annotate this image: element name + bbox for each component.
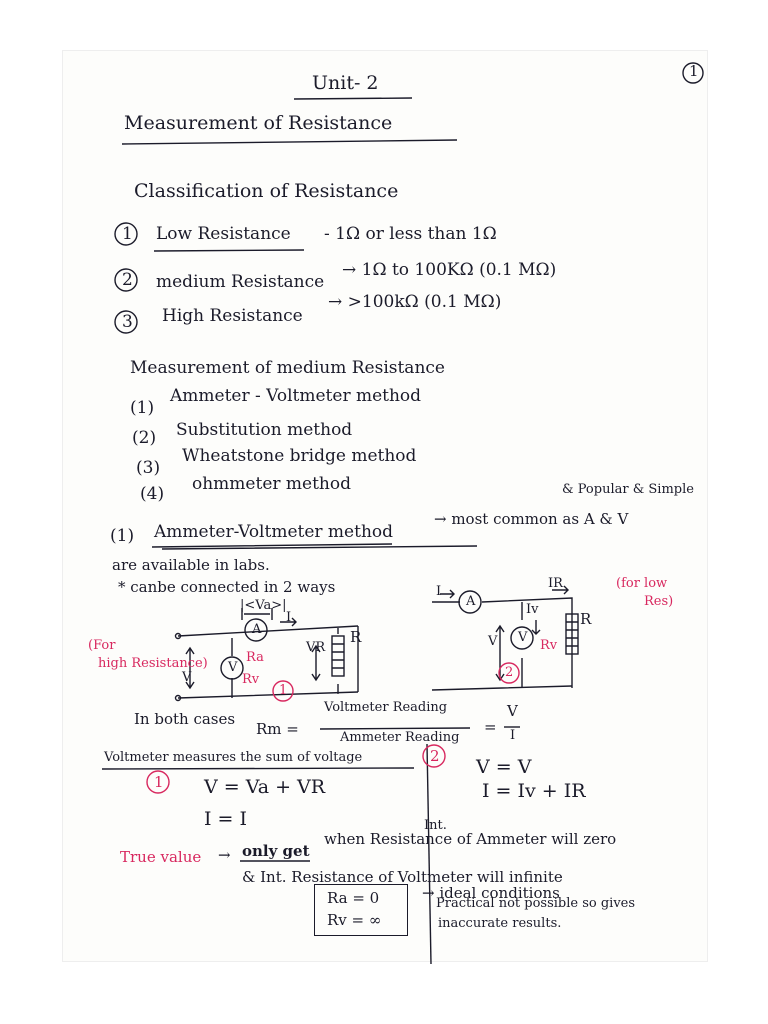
circuit-1-ammeter-label: A xyxy=(252,622,262,637)
circuit-2-current-label: I xyxy=(436,584,442,599)
connection-note: * canbe connected in 2 ways xyxy=(118,578,336,596)
rm-i: I xyxy=(510,728,516,743)
method1-underline xyxy=(152,542,482,550)
case-1-eq2: I = I xyxy=(204,808,248,830)
method1-name: Ammeter-Voltmeter method xyxy=(154,522,394,542)
method1-note: → most common as A & V xyxy=(434,510,629,528)
unit-underline xyxy=(294,96,414,102)
ideal-practical-2: inaccurate results. xyxy=(438,916,562,931)
rm-label: Rm = xyxy=(256,720,299,738)
circuit-1-rv-label: Rv xyxy=(242,672,260,687)
circuit-1-number: 1 xyxy=(279,683,288,698)
method1-note2: are available in labs. xyxy=(112,556,270,574)
true-value-text2: & Int. Resistance of Voltmeter will infinite xyxy=(242,868,563,886)
method-number: (4) xyxy=(140,484,165,504)
circuit-2-voltmeter-label: V xyxy=(518,630,528,645)
circuit-1-va-label: |<Va>| xyxy=(240,598,287,613)
circuit-2-v-label: V xyxy=(488,634,498,649)
voltmeter-note: Voltmeter measures the sum of voltage xyxy=(104,750,363,765)
circuit-1-voltmeter-label: V xyxy=(228,660,238,675)
circuit-1-vr-label: VR xyxy=(306,640,326,655)
class-range: → >100kΩ (0.1 MΩ) xyxy=(328,292,502,312)
true-value-lead: only get xyxy=(242,842,310,860)
true-value-label: True value xyxy=(120,848,202,866)
method-number: (1) xyxy=(130,398,155,418)
page-number: 1 xyxy=(689,62,699,80)
circuit-2-ammeter-label: A xyxy=(466,594,476,609)
circuit-1-side-note: (For xyxy=(88,638,116,653)
rm-v: V xyxy=(507,702,518,720)
int-note-1: Int. xyxy=(424,818,447,833)
circuit-2-side-note: (for low xyxy=(616,576,668,591)
true-value-lead-underline xyxy=(240,858,320,864)
page-title: Measurement of Resistance xyxy=(124,112,393,134)
class-range: - 1Ω or less than 1Ω xyxy=(324,224,497,244)
rm-denominator: Ammeter Reading xyxy=(340,730,460,745)
class-underline xyxy=(154,248,314,254)
case-1-eq1: V = Va + VR xyxy=(204,776,326,798)
circuit-1-ra-label: Ra xyxy=(246,650,264,665)
medium-heading: Measurement of medium Resistance xyxy=(130,358,445,378)
circuit-2-iv-label: Iv xyxy=(526,602,539,617)
method1-number: (1) xyxy=(110,526,135,546)
rm-numerator: Voltmeter Reading xyxy=(324,700,448,715)
circuit-2-r-label: R xyxy=(580,610,592,628)
class-number: 3 xyxy=(122,312,133,332)
ideal-practical-1: Practical not possible so gives xyxy=(436,896,636,911)
ideal-ra: Ra = 0 xyxy=(327,889,380,907)
ideal-conditions: → ideal conditions xyxy=(422,884,560,902)
both-cases-label: In both cases xyxy=(134,710,236,728)
rm-equals: = xyxy=(484,718,497,736)
class-range: → 1Ω to 100KΩ (0.1 MΩ) xyxy=(342,260,557,280)
method-name: Substitution method xyxy=(176,420,353,440)
classification-heading: Classification of Resistance xyxy=(134,180,399,202)
method-name: Wheatstone bridge method xyxy=(182,446,417,466)
circuit-2-side-note-2: Res) xyxy=(644,594,674,609)
true-value-arrow: → xyxy=(218,846,231,864)
class-name: medium Resistance xyxy=(156,272,325,292)
case-2-number: 2 xyxy=(430,747,440,765)
circuit-1-current-label: I xyxy=(286,610,292,625)
circuit-2-rv-label: Rv xyxy=(540,638,558,653)
case-1-number: 1 xyxy=(154,773,164,791)
ideal-rv: Rv = ∞ xyxy=(327,911,382,929)
method-number: (3) xyxy=(136,458,161,478)
circuit-1-v-label: V xyxy=(182,670,192,685)
method-number: (2) xyxy=(132,428,157,448)
ideal-box xyxy=(314,884,408,936)
true-value-text1: when Resistance of Ammeter will zero xyxy=(324,830,617,848)
case-divider xyxy=(422,744,442,974)
circuit-2-number: 2 xyxy=(505,665,514,680)
method-name: Ammeter - Voltmeter method xyxy=(170,386,422,406)
class-name: Low Resistance xyxy=(156,224,291,244)
method-name: ohmmeter method xyxy=(192,474,351,494)
circuit-2-ir-label: IR xyxy=(548,576,563,591)
case-2-eq1: V = V xyxy=(476,756,532,778)
circuit-1-r-label: R xyxy=(350,628,362,646)
case-2-eq2: I = Iv + IR xyxy=(482,780,586,802)
circuit-1-side-note-2: high Resistance) xyxy=(98,656,208,671)
unit-title: Unit- 2 xyxy=(312,72,379,94)
class-name: High Resistance xyxy=(162,306,303,326)
method1-note-top: & Popular & Simple xyxy=(562,482,694,497)
class-number: 1 xyxy=(122,224,133,244)
title-underline xyxy=(122,138,462,148)
notebook-page xyxy=(62,50,708,962)
class-number: 2 xyxy=(122,270,133,290)
